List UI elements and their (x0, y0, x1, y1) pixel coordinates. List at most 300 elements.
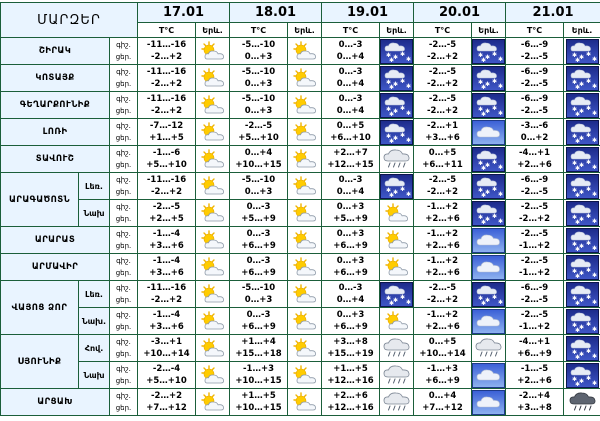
temperature-cell (230, 65, 288, 92)
night-temp: 0…+3 (336, 256, 365, 266)
temp-header: T°C (138, 23, 196, 38)
weather-icon-cell (380, 254, 414, 281)
temperature-cell (230, 38, 288, 65)
icon-header: Երև. (288, 23, 322, 38)
snow-night-icon (564, 39, 600, 64)
day-temp: +5…+10 (146, 160, 187, 170)
svg-text:✱: ✱ (481, 218, 487, 226)
night-label: գիշ. (116, 203, 131, 211)
snow-night-icon (564, 174, 600, 199)
weather-icon-cell (380, 389, 414, 416)
partly-cloudy-sun-icon (196, 67, 229, 89)
region-name: ԳԵՂԱՐՔՈՒՆԻՔ (1, 92, 110, 119)
weather-icon-cell (564, 119, 600, 146)
night-label: գիշ. (116, 392, 131, 400)
partly-cloudy-sun-icon (196, 364, 229, 386)
regions-header: ՄԱՐԶԵՐ (1, 3, 138, 38)
weather-icon-cell (564, 65, 600, 92)
cloud-sky-icon (472, 309, 505, 334)
night-temp: 0…+5 (428, 148, 457, 158)
weather-icon-cell (472, 362, 506, 389)
night-label: գիշ. (116, 365, 131, 373)
forecast-table (0, 2, 600, 416)
day-temp: +3…+6 (149, 322, 184, 332)
time-labels (110, 92, 138, 119)
night-temp: -2…-5 (152, 202, 181, 212)
night-label: գիշ. (116, 68, 131, 76)
night-temp: -1…-4 (152, 256, 181, 266)
rain-cloud-icon (380, 390, 413, 415)
snow-night-icon (472, 39, 505, 64)
svg-text:✱: ✱ (574, 299, 580, 307)
svg-text:✱: ✱ (578, 323, 584, 331)
svg-text:✱: ✱ (485, 215, 491, 223)
day-temp: +5…+10 (146, 376, 187, 386)
weather-icon-cell (564, 335, 600, 362)
temperature-cell (506, 92, 564, 119)
weather-icon-cell (380, 308, 414, 335)
svg-text:✱: ✱ (498, 298, 504, 306)
weather-icon-cell (564, 389, 600, 416)
svg-text:✱: ✱ (393, 296, 399, 304)
svg-text:✱: ✱ (591, 298, 597, 306)
night-temp: -1…-4 (152, 310, 181, 320)
night-temp: -5…-10 (241, 67, 276, 77)
weather-icon-cell (288, 335, 322, 362)
weather-icon-cell (196, 119, 230, 146)
svg-text:✱: ✱ (400, 50, 406, 58)
day-temp: +6…+11 (422, 160, 463, 170)
temperature-cell (322, 200, 380, 227)
temperature-cell (414, 146, 472, 173)
day-temp: +10…+15 (235, 376, 282, 386)
weather-icon-cell (288, 362, 322, 389)
temp-header: T°C (230, 23, 288, 38)
time-labels (110, 335, 138, 362)
weather-icon-cell (380, 200, 414, 227)
temperature-cell (506, 254, 564, 281)
weather-icon-cell (472, 254, 506, 281)
temperature-cell (322, 308, 380, 335)
temperature-cell (230, 308, 288, 335)
day-temp: +5…+10 (238, 133, 279, 143)
time-labels (110, 308, 138, 335)
day-temp: +6…+9 (333, 322, 368, 332)
svg-text:✱: ✱ (585, 266, 591, 274)
svg-text:✱: ✱ (400, 185, 406, 193)
day-temp: -2…+2 (519, 214, 550, 224)
temperature-cell (138, 254, 196, 281)
table-row (1, 65, 600, 92)
subregion-name: Նախ (79, 200, 110, 227)
svg-text:✱: ✱ (571, 51, 577, 59)
day-temp: -2…+2 (427, 79, 458, 89)
day-temp: +15…+19 (327, 349, 374, 359)
temperature-cell (414, 173, 472, 200)
temperature-cell (322, 65, 380, 92)
day-temp: -2…-5 (520, 52, 549, 62)
night-label: գիշ. (116, 230, 131, 238)
night-temp: 0…-3 (246, 310, 271, 320)
svg-text:✱: ✱ (481, 191, 487, 199)
night-temp: -2…-5 (520, 229, 549, 239)
snow-night-icon (564, 228, 600, 253)
temperature-cell (322, 227, 380, 254)
time-labels (110, 173, 138, 200)
weather-icon-cell (196, 92, 230, 119)
svg-text:✱: ✱ (498, 163, 504, 171)
day-label: ցեր. (115, 377, 132, 385)
svg-text:✱: ✱ (591, 379, 597, 387)
day-temp: 0…+3 (244, 187, 273, 197)
day-label: ցեր. (115, 80, 132, 88)
icon-header: Երև. (380, 23, 414, 38)
svg-text:✱: ✱ (393, 80, 399, 88)
partly-cloudy-sun-icon (288, 256, 321, 278)
temperature-cell (138, 92, 196, 119)
day-temp: +3…+6 (425, 133, 460, 143)
temperature-cell (414, 308, 472, 335)
day-header: 21.01 (506, 3, 600, 23)
svg-text:✱: ✱ (498, 217, 504, 225)
weather-icon-cell (196, 281, 230, 308)
day-temp: +10…+14 (143, 349, 190, 359)
night-temp: -4…+1 (519, 148, 550, 158)
temperature-cell (230, 335, 288, 362)
temperature-cell (414, 281, 472, 308)
svg-text:✱: ✱ (389, 299, 395, 307)
day-temp: 0…+3 (244, 79, 273, 89)
temperature-cell (506, 146, 564, 173)
svg-text:✱: ✱ (406, 109, 412, 117)
partly-cloudy-sun-icon (288, 121, 321, 143)
temperature-cell (138, 362, 196, 389)
weather-icon-cell (196, 335, 230, 362)
table-row (1, 362, 600, 389)
temperature-cell (138, 119, 196, 146)
svg-text:✱: ✱ (386, 294, 392, 302)
table-row (1, 389, 600, 416)
svg-text:✱: ✱ (481, 164, 487, 172)
svg-text:✱: ✱ (485, 188, 491, 196)
day-label: ցեր. (115, 134, 132, 142)
weather-icon-cell (196, 173, 230, 200)
svg-text:✱: ✱ (574, 245, 580, 253)
night-temp: -2…-4 (152, 364, 181, 374)
day-label: ցեր. (115, 107, 132, 115)
table-row (1, 200, 600, 227)
night-temp: -2…-5 (428, 175, 457, 185)
svg-text:✱: ✱ (389, 137, 395, 145)
night-temp: -6…-9 (520, 175, 549, 185)
weather-icon-cell (196, 227, 230, 254)
svg-text:✱: ✱ (498, 55, 504, 63)
night-temp: -11…-16 (146, 94, 187, 104)
svg-text:✱: ✱ (585, 212, 591, 220)
night-temp: -11…-16 (146, 67, 187, 77)
svg-text:✱: ✱ (578, 296, 584, 304)
day-label: ցեր. (115, 323, 132, 331)
table-row (1, 335, 600, 362)
day-temp: -2…-5 (520, 106, 549, 116)
table-row (1, 254, 600, 281)
weather-icon-cell (380, 146, 414, 173)
day-temp: +3…+6 (149, 268, 184, 278)
svg-text:✱: ✱ (591, 190, 597, 198)
svg-text:✱: ✱ (481, 56, 487, 64)
temperature-cell (414, 362, 472, 389)
temperature-cell (322, 281, 380, 308)
svg-text:✱: ✱ (571, 132, 577, 140)
svg-text:✱: ✱ (389, 83, 395, 91)
svg-text:✱: ✱ (578, 377, 584, 385)
partly-cloudy-sun-icon (288, 310, 321, 332)
time-labels (110, 38, 138, 65)
cloud-sky-icon (472, 390, 505, 415)
svg-text:✱: ✱ (585, 374, 591, 382)
night-temp: -2…+1 (427, 121, 458, 131)
svg-text:✱: ✱ (585, 320, 591, 328)
svg-text:✱: ✱ (485, 296, 491, 304)
temperature-cell (138, 389, 196, 416)
partly-cloudy-sun-icon (196, 121, 229, 143)
weather-icon-cell (196, 254, 230, 281)
night-temp: -2…-5 (428, 40, 457, 50)
time-labels (110, 227, 138, 254)
night-temp: -6…-9 (520, 40, 549, 50)
night-temp: +2…+7 (333, 148, 368, 158)
day-temp: +6…+9 (241, 268, 276, 278)
weather-icon-cell (288, 38, 322, 65)
rain-cloud-icon (380, 147, 413, 172)
temperature-cell (506, 65, 564, 92)
snow-night-icon (564, 309, 600, 334)
day-temp: 0…+4 (336, 295, 365, 305)
svg-text:✱: ✱ (478, 105, 484, 113)
partly-cloudy-sun-icon (196, 391, 229, 413)
weather-icon-cell (288, 389, 322, 416)
day-label: ցեր. (115, 296, 132, 304)
partly-cloudy-sun-icon (196, 40, 229, 62)
weather-icon-cell (380, 281, 414, 308)
svg-text:✱: ✱ (578, 350, 584, 358)
partly-cloudy-sun-icon (288, 283, 321, 305)
temperature-cell (414, 38, 472, 65)
temperature-cell (322, 362, 380, 389)
svg-text:✱: ✱ (571, 267, 577, 275)
temperature-cell (322, 119, 380, 146)
svg-text:✱: ✱ (591, 352, 597, 360)
region-name: ՏԱՎՈՒՇ (1, 146, 110, 173)
rain-cloud-icon (380, 336, 413, 361)
temperature-cell (506, 281, 564, 308)
weather-icon-cell (288, 146, 322, 173)
svg-text:✱: ✱ (578, 134, 584, 142)
svg-text:✱: ✱ (386, 186, 392, 194)
svg-text:✱: ✱ (485, 107, 491, 115)
weather-icon-cell (564, 146, 600, 173)
svg-text:✱: ✱ (389, 191, 395, 199)
night-temp: -1…+3 (243, 364, 274, 374)
temperature-cell (414, 92, 472, 119)
temperature-cell (138, 227, 196, 254)
night-temp: -6…-9 (520, 283, 549, 293)
night-temp: 0…+4 (244, 148, 273, 158)
night-temp: -2…-5 (428, 67, 457, 77)
snow-night-icon (564, 147, 600, 172)
table-row (1, 92, 600, 119)
weather-icon-cell (564, 92, 600, 119)
svg-text:✱: ✱ (571, 240, 577, 248)
night-temp: -11…-16 (146, 40, 187, 50)
night-temp: -5…-10 (241, 94, 276, 104)
day-temp: +6…+9 (333, 268, 368, 278)
time-labels (110, 362, 138, 389)
night-label: գիշ. (116, 338, 131, 346)
snow-night-icon (564, 363, 600, 388)
snow-night-icon (380, 39, 413, 64)
svg-text:✱: ✱ (393, 188, 399, 196)
night-temp: 0…+3 (336, 229, 365, 239)
day-temp: +10…+15 (235, 403, 282, 413)
svg-text:✱: ✱ (492, 104, 498, 112)
night-temp: +2…+6 (333, 391, 368, 401)
temp-header: T°C (506, 23, 564, 38)
svg-text:✱: ✱ (389, 56, 395, 64)
svg-text:✱: ✱ (571, 105, 577, 113)
weather-icon-cell (380, 65, 414, 92)
night-temp: -5…-10 (241, 40, 276, 50)
day-temp: +2…+6 (425, 322, 460, 332)
svg-text:✱: ✱ (481, 110, 487, 118)
weather-icon-cell (472, 65, 506, 92)
svg-text:✱: ✱ (571, 321, 577, 329)
svg-text:✱: ✱ (591, 82, 597, 90)
temperature-cell (138, 38, 196, 65)
svg-text:✱: ✱ (393, 134, 399, 142)
temperature-cell (506, 200, 564, 227)
partly-cloudy-sun-icon (288, 229, 321, 251)
weather-icon-cell (564, 227, 600, 254)
svg-text:✱: ✱ (478, 294, 484, 302)
weather-icon-cell (196, 146, 230, 173)
night-temp: -5…-10 (241, 283, 276, 293)
day-temp: -2…+2 (427, 295, 458, 305)
temperature-cell (414, 335, 472, 362)
partly-cloudy-sun-icon (380, 202, 413, 224)
temperature-cell (322, 146, 380, 173)
svg-text:✱: ✱ (585, 104, 591, 112)
time-labels (110, 254, 138, 281)
night-label: գիշ. (116, 149, 131, 157)
partly-cloudy-sun-icon (196, 256, 229, 278)
svg-text:✱: ✱ (400, 104, 406, 112)
svg-text:✱: ✱ (571, 213, 577, 221)
night-label: գիշ. (116, 95, 131, 103)
snow-night-icon (472, 147, 505, 172)
svg-text:✱: ✱ (591, 217, 597, 225)
svg-text:✱: ✱ (591, 109, 597, 117)
day-temp: +3…+8 (517, 403, 552, 413)
day-label: ցեր. (115, 161, 132, 169)
svg-text:✱: ✱ (574, 191, 580, 199)
night-temp: -2…+4 (519, 391, 550, 401)
night-label: գիշ. (116, 311, 131, 319)
temperature-cell (230, 146, 288, 173)
svg-text:✱: ✱ (571, 375, 577, 383)
temperature-cell (322, 335, 380, 362)
region-name: ԿՈՏԱՅՔ (1, 65, 110, 92)
night-temp: -1…-5 (520, 364, 549, 374)
day-temp: +6…+9 (333, 241, 368, 251)
region-name: ԱՐՑԱԽ (1, 389, 110, 416)
snow-night-icon (380, 66, 413, 91)
partly-cloudy-sun-icon (380, 229, 413, 251)
snow-night-icon (564, 255, 600, 280)
night-temp: 0…-3 (338, 67, 363, 77)
night-temp: -2…-5 (520, 256, 549, 266)
night-temp: -1…+3 (427, 364, 458, 374)
cloud-sky-icon (472, 120, 505, 145)
weather-icon-cell (288, 308, 322, 335)
svg-text:✱: ✱ (585, 131, 591, 139)
temperature-cell (230, 200, 288, 227)
svg-text:✱: ✱ (585, 50, 591, 58)
subregion-name: Հով. (79, 335, 110, 362)
svg-text:✱: ✱ (574, 218, 580, 226)
day-temp: +6…+9 (241, 322, 276, 332)
svg-text:✱: ✱ (585, 293, 591, 301)
day-temp: +2…+5 (149, 214, 184, 224)
night-temp: +1…+5 (241, 391, 276, 401)
partly-cloudy-sun-icon (196, 310, 229, 332)
day-label: ցեր. (115, 53, 132, 61)
partly-cloudy-sun-icon (380, 310, 413, 332)
snow-night-icon (564, 66, 600, 91)
night-temp: -6…-9 (520, 94, 549, 104)
svg-text:✱: ✱ (492, 212, 498, 220)
weather-icon-cell (288, 254, 322, 281)
svg-text:✱: ✱ (571, 294, 577, 302)
night-temp: +3…+8 (333, 337, 368, 347)
weather-icon-cell (472, 119, 506, 146)
rain-cloud-icon (380, 363, 413, 388)
day-temp: 0…+4 (336, 187, 365, 197)
day-temp: +5…+9 (333, 214, 368, 224)
temperature-cell (230, 389, 288, 416)
snow-night-icon (380, 282, 413, 307)
svg-text:✱: ✱ (492, 50, 498, 58)
svg-text:✱: ✱ (481, 83, 487, 91)
temperature-cell (230, 173, 288, 200)
night-temp: 0…+5 (336, 121, 365, 131)
day-header: 19.01 (322, 3, 414, 23)
svg-text:✱: ✱ (492, 293, 498, 301)
temperature-cell (230, 119, 288, 146)
night-temp: -2…-5 (520, 202, 549, 212)
day-header: 18.01 (230, 3, 322, 23)
weather-icon-cell (564, 173, 600, 200)
snow-night-icon (380, 174, 413, 199)
time-labels (110, 65, 138, 92)
weather-icon-cell (288, 173, 322, 200)
night-temp: 0…+3 (336, 202, 365, 212)
day-temp: +6…+9 (425, 376, 460, 386)
temperature-cell (322, 173, 380, 200)
partly-cloudy-sun-icon (288, 337, 321, 359)
day-temp: +6…+9 (241, 241, 276, 251)
temperature-cell (322, 38, 380, 65)
